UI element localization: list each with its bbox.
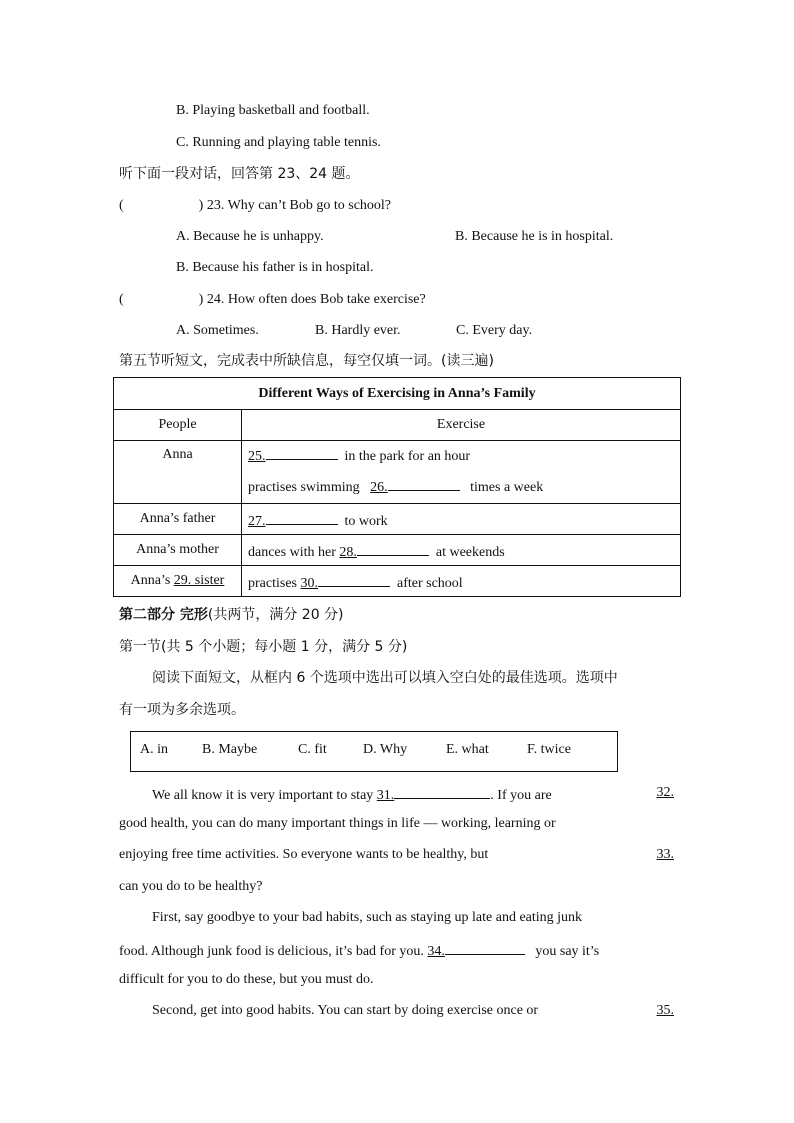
blank-30-text: after school [396,575,463,591]
blank-28-text: at weekends [435,544,505,560]
choices-box [130,731,618,772]
table-cell-person: Anna’s father [114,504,242,535]
blank-31-number: 31. [376,788,395,803]
table-cell-person: Anna [114,441,242,504]
choice-e: E. what [446,742,489,757]
passage-p3-line1 [152,1001,674,1021]
blank-27-text: to work [344,513,388,529]
table-row [114,504,681,535]
q23-option-a: A. Because he is unhappy. [176,229,324,244]
p1-l1-mid: . If you are [490,788,552,803]
q23-open-paren: ( [119,198,124,213]
q22-option-c: C. Running and playing table tennis. [176,135,381,150]
q24-option-a: A. Sometimes. [176,323,259,338]
section1-heading: 第一节(共 5 个小题；每小题 1 分，满分 5 分) [119,639,408,655]
blank-25[interactable] [266,444,338,460]
q23-option-b: B. Because he is in hospital. [455,229,614,244]
blank-32-number[interactable]: 32. [656,785,674,800]
q24-option-c: C. Every day. [456,323,533,338]
table-cell-person [114,566,242,597]
blank-25-text: in the park for an hour [344,449,471,464]
q24-option-b: B. Hardly ever. [315,323,401,338]
table-header-people: People [114,410,242,441]
row-anna-line2-pre: practises swimming [248,480,360,495]
blank-26-text: times a week [470,480,544,495]
table-row [114,441,681,504]
blank-31[interactable] [394,783,490,799]
instruction-line1: 阅读下面短文，从框内 6 个选项中选出可以填入空白处的最佳选项。选项中 [152,670,618,686]
q23-stem [119,196,391,216]
part2-heading [119,605,344,625]
choice-d: D. Why [363,742,408,757]
table-header-exercise: Exercise [242,410,681,441]
blank-30-number: 30. [300,575,318,591]
q24-stem [119,290,426,310]
blank-28-number: 28. [339,544,357,560]
table-cell-exercise [242,441,681,504]
part2-title: 第二部分 完形 [119,607,208,623]
q22-option-b: B. Playing basketball and football. [176,103,370,118]
blank-27[interactable] [266,509,338,525]
q23-option-b2: B. Because his father is in hospital. [176,260,374,275]
passage-p2-line3: difficult for you to do these, but you must do. [119,972,374,987]
part2-score: (共两节，满分 20 分) [207,607,344,623]
passage-p1-line1 [152,783,674,806]
blank-35-number[interactable]: 35. [656,1003,674,1018]
row-sister-person-pre: Anna’s [130,573,171,588]
p3-l1-pre: Second, get into good habits. You can start by doing exercise once or [152,1003,539,1018]
blank-33-number[interactable]: 33. [656,847,674,862]
q24-open-paren: ( [119,292,124,307]
row-sister-pre: practises [248,575,297,591]
row-mother-pre: dances with her [248,544,336,560]
table-row [114,566,681,597]
table-cell-exercise [242,535,681,566]
instruction-line2: 有一项为多余选项。 [119,702,245,718]
p2-l2-pre: food. Although junk food is delicious, it’s bad for you. [119,944,424,959]
table-cell-person: Anna’s mother [114,535,242,566]
choice-a: A. in [140,742,168,757]
blank-30[interactable] [318,571,390,587]
table-cell-exercise [242,504,681,535]
p1-l3-pre: enjoying free time activities. So everyone wants to be healthy, but [119,847,489,862]
choice-b: B. Maybe [202,742,258,757]
dialog-instruction: 听下面一段对话，回答第 23、24 题。 [119,166,360,182]
passage-p2-line2 [119,939,599,962]
table-cell-exercise [242,566,681,597]
table-title: Different Ways of Exercising in Anna’s Family [114,378,681,410]
blank-28[interactable] [357,540,429,556]
choice-c: C. fit [298,742,327,757]
exercise-table [113,377,681,597]
passage-p2-line1: First, say goodbye to your bad habits, such as staying up late and eating junk [152,910,583,925]
blank-29-answer: 29. sister [173,573,225,588]
blank-34-number: 34. [427,944,445,959]
blank-25-number: 25. [248,449,266,464]
p1-l1-pre: We all know it is very important to stay [152,788,374,803]
blank-27-number: 27. [248,513,266,529]
blank-34[interactable] [445,939,525,955]
blank-26[interactable] [388,475,460,491]
choice-f: F. twice [527,742,571,757]
table-row [114,535,681,566]
passage-p1-line4: can you do to be healthy? [119,879,263,894]
passage-p1-line3 [119,845,674,865]
q24-question: ) 24. How often does Bob take exercise? [198,292,426,307]
passage-p1-line2: good health, you can do many important things in life — working, learning or [119,816,556,831]
q23-question: ) 23. Why can’t Bob go to school? [198,198,392,213]
blank-26-number: 26. [370,480,388,495]
section5-heading: 第五节听短文，完成表中所缺信息，每空仅填一词。(读三遍) [119,353,494,369]
p2-l2-post: you say it’s [535,944,600,959]
